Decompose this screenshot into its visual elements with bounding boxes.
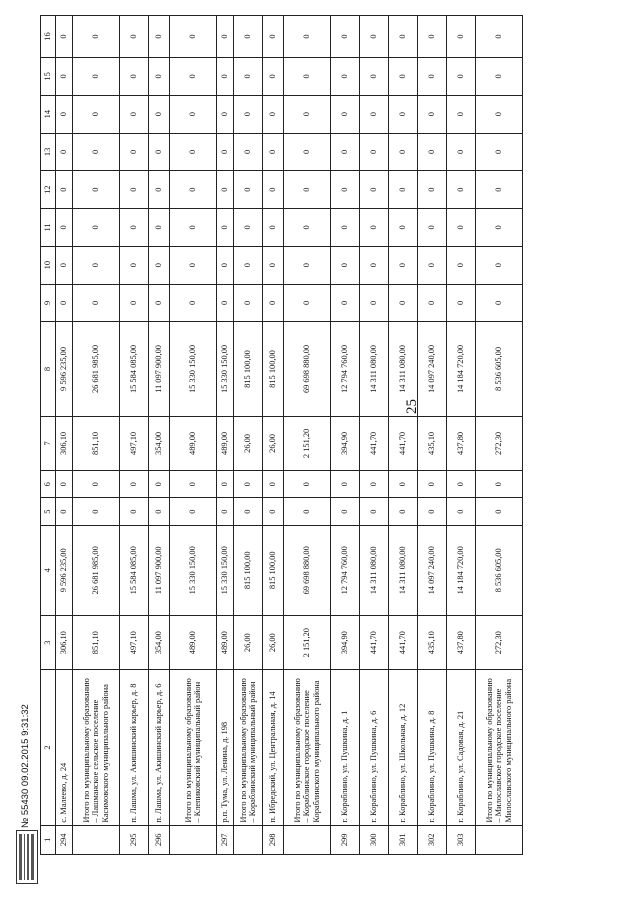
value-cell: 0: [149, 171, 170, 209]
value-cell: 0: [170, 246, 217, 284]
value-cell: 0: [447, 133, 476, 171]
value-cell: 0: [120, 58, 149, 96]
value-cell: 0: [360, 171, 389, 209]
value-cell: 0: [360, 209, 389, 247]
value-cell: 8 536 605,00: [476, 525, 523, 615]
value-cell: 354,00: [149, 615, 170, 670]
value-cell: 0: [284, 95, 331, 133]
value-cell: 851,10: [73, 416, 120, 471]
value-cell: 2 151,20: [284, 416, 331, 471]
value-cell: 0: [284, 498, 331, 525]
table-row: [149, 16, 170, 855]
value-cell: 0: [418, 95, 447, 133]
value-cell: 0: [56, 133, 73, 171]
value-cell: 815 100,00: [263, 322, 284, 416]
value-cell: 435,10: [418, 615, 447, 670]
value-cell: 0: [447, 284, 476, 322]
table-row: [73, 16, 120, 855]
value-cell: 15 330 150,00: [170, 525, 217, 615]
value-cell: 69 698 880,00: [284, 322, 331, 416]
row-number-cell: [73, 825, 120, 854]
value-cell: 0: [234, 171, 263, 209]
table-row: [418, 16, 447, 855]
row-number-cell: 295: [120, 825, 149, 854]
column-header: 8: [41, 322, 56, 416]
value-cell: 0: [263, 95, 284, 133]
table-row: [234, 16, 263, 855]
value-cell: 14 311 080,00: [389, 322, 418, 416]
value-cell: 441,70: [360, 615, 389, 670]
value-cell: 11 097 900,00: [149, 525, 170, 615]
row-number-cell: 296: [149, 825, 170, 854]
value-cell: 0: [263, 171, 284, 209]
value-cell: 0: [56, 246, 73, 284]
value-cell: 12 794 760,00: [331, 322, 360, 416]
value-cell: 815 100,00: [234, 525, 263, 615]
table-row: [56, 16, 73, 855]
value-cell: 0: [170, 16, 217, 58]
value-cell: 0: [73, 58, 120, 96]
value-cell: 0: [149, 471, 170, 498]
value-cell: 0: [284, 284, 331, 322]
value-cell: 0: [447, 471, 476, 498]
value-cell: 489,00: [217, 615, 234, 670]
value-cell: 0: [234, 58, 263, 96]
value-cell: 14 311 080,00: [360, 525, 389, 615]
value-cell: 0: [418, 16, 447, 58]
value-cell: 0: [263, 471, 284, 498]
value-cell: 0: [389, 284, 418, 322]
value-cell: 0: [56, 284, 73, 322]
address-cell: Итого по муниципальному образованию – Кораблинский муниципальный район: [234, 670, 263, 825]
value-cell: 0: [263, 133, 284, 171]
value-cell: 0: [234, 471, 263, 498]
value-cell: 0: [447, 498, 476, 525]
value-cell: 497,10: [120, 416, 149, 471]
value-cell: 0: [263, 209, 284, 247]
value-cell: 0: [331, 95, 360, 133]
row-number-cell: 302: [418, 825, 447, 854]
value-cell: 0: [418, 471, 447, 498]
value-cell: 0: [476, 471, 523, 498]
column-header: 5: [41, 498, 56, 525]
value-cell: 0: [73, 209, 120, 247]
address-cell: Итого по муниципальному образованию – Кораблинское городское поселение Кораблинского муниципального района: [284, 670, 331, 825]
value-cell: 0: [476, 284, 523, 322]
value-cell: 0: [360, 95, 389, 133]
value-cell: 0: [120, 471, 149, 498]
value-cell: 0: [389, 133, 418, 171]
table-row: [217, 16, 234, 855]
value-cell: 0: [73, 171, 120, 209]
table-row: [284, 16, 331, 855]
value-cell: 0: [476, 498, 523, 525]
value-cell: 0: [284, 133, 331, 171]
value-cell: 12 794 760,00: [331, 525, 360, 615]
row-number-cell: [476, 825, 523, 854]
value-cell: 0: [234, 246, 263, 284]
value-cell: 0: [284, 471, 331, 498]
table-row: [389, 16, 418, 855]
value-cell: 0: [263, 246, 284, 284]
value-cell: 15 330 150,00: [217, 322, 234, 416]
value-cell: 0: [331, 471, 360, 498]
address-cell: Итого по муниципальному образованию – Клепиковский муниципальный район: [170, 670, 217, 825]
row-number-cell: [170, 825, 217, 854]
value-cell: 11 097 900,00: [149, 322, 170, 416]
value-cell: 0: [120, 209, 149, 247]
value-cell: 0: [331, 246, 360, 284]
value-cell: 0: [284, 246, 331, 284]
value-cell: 9 596 235,00: [56, 525, 73, 615]
value-cell: 15 330 150,00: [170, 322, 217, 416]
value-cell: 0: [170, 95, 217, 133]
value-cell: 0: [331, 16, 360, 58]
value-cell: 0: [56, 171, 73, 209]
address-cell: г. Кораблино, ул. Пушкина, д. 6: [360, 670, 389, 825]
value-cell: 441,70: [389, 416, 418, 471]
value-cell: 0: [217, 498, 234, 525]
value-cell: 0: [234, 133, 263, 171]
value-cell: 0: [120, 16, 149, 58]
address-cell: г. Кораблино, ул. Садовая, д. 21: [447, 670, 476, 825]
value-cell: 0: [447, 209, 476, 247]
value-cell: 0: [149, 498, 170, 525]
value-cell: 0: [170, 498, 217, 525]
value-cell: 0: [263, 16, 284, 58]
table-row: [360, 16, 389, 855]
value-cell: 0: [331, 58, 360, 96]
value-cell: 26,00: [234, 615, 263, 670]
value-cell: 0: [418, 246, 447, 284]
value-cell: 0: [149, 133, 170, 171]
value-cell: 0: [234, 16, 263, 58]
value-cell: 0: [56, 58, 73, 96]
value-cell: 15 330 150,00: [217, 525, 234, 615]
value-cell: 0: [389, 209, 418, 247]
column-header: 3: [41, 615, 56, 670]
value-cell: 0: [418, 498, 447, 525]
barcode-stamp: [16, 830, 38, 884]
value-cell: 0: [149, 16, 170, 58]
value-cell: 0: [217, 246, 234, 284]
value-cell: 435,10: [418, 416, 447, 471]
column-header: 14: [41, 95, 56, 133]
value-cell: 0: [389, 471, 418, 498]
value-cell: 354,00: [149, 416, 170, 471]
value-cell: 0: [120, 498, 149, 525]
value-cell: 0: [476, 171, 523, 209]
value-cell: 0: [217, 58, 234, 96]
value-cell: 441,70: [389, 615, 418, 670]
value-cell: 394,90: [331, 615, 360, 670]
value-cell: 272,30: [476, 416, 523, 471]
value-cell: 0: [360, 284, 389, 322]
value-cell: 0: [170, 58, 217, 96]
value-cell: 0: [120, 95, 149, 133]
column-header: 11: [41, 209, 56, 247]
row-number-cell: 294: [56, 825, 73, 854]
column-header: 12: [41, 171, 56, 209]
page-number: 25: [404, 399, 420, 414]
value-cell: 0: [447, 246, 476, 284]
address-cell: Итого по муниципальному образованию – Лашманское сельское поселение Касимовского муниципального района: [73, 670, 120, 825]
value-cell: 437,80: [447, 615, 476, 670]
row-number-cell: 301: [389, 825, 418, 854]
value-cell: 489,00: [170, 416, 217, 471]
value-cell: 0: [170, 209, 217, 247]
table-row: [170, 16, 217, 855]
row-number-cell: [284, 825, 331, 854]
value-cell: 0: [447, 16, 476, 58]
value-cell: 489,00: [217, 416, 234, 471]
value-cell: 0: [476, 16, 523, 58]
value-cell: 0: [263, 498, 284, 525]
value-cell: 0: [234, 284, 263, 322]
address-cell: г. Кораблино, ул. Школьная, д. 12: [389, 670, 418, 825]
value-cell: 0: [476, 246, 523, 284]
table-row: [263, 16, 284, 855]
address-cell: п. Лашма, ул. Акишинский карьер, д. 8: [120, 670, 149, 825]
value-cell: 26 681 985,00: [73, 525, 120, 615]
value-cell: 0: [284, 16, 331, 58]
column-header: 15: [41, 58, 56, 96]
value-cell: 0: [284, 58, 331, 96]
value-cell: 0: [73, 471, 120, 498]
value-cell: 0: [360, 498, 389, 525]
value-cell: 0: [120, 133, 149, 171]
table-row: [331, 16, 360, 855]
value-cell: 0: [73, 95, 120, 133]
value-cell: 9 596 235,00: [56, 322, 73, 416]
value-cell: 815 100,00: [234, 322, 263, 416]
value-cell: 0: [360, 58, 389, 96]
value-cell: 14 311 080,00: [360, 322, 389, 416]
value-cell: 0: [234, 209, 263, 247]
value-cell: 0: [447, 58, 476, 96]
value-cell: 0: [418, 284, 447, 322]
table-body: [56, 16, 523, 855]
value-cell: 0: [331, 498, 360, 525]
value-cell: 0: [149, 95, 170, 133]
value-cell: 0: [170, 133, 217, 171]
value-cell: 0: [234, 95, 263, 133]
value-cell: 0: [56, 16, 73, 58]
table-row: [476, 16, 523, 855]
value-cell: 0: [476, 133, 523, 171]
rotated-page-content: [40, 15, 605, 855]
value-cell: 15 584 085,00: [120, 322, 149, 416]
address-cell: с. Малеево, д. 24: [56, 670, 73, 825]
column-header: 9: [41, 284, 56, 322]
value-cell: 0: [120, 171, 149, 209]
value-cell: 0: [149, 246, 170, 284]
value-cell: 0: [217, 95, 234, 133]
value-cell: 0: [360, 246, 389, 284]
value-cell: 0: [389, 58, 418, 96]
value-cell: 0: [389, 171, 418, 209]
value-cell: 489,00: [170, 615, 217, 670]
value-cell: 306,10: [56, 416, 73, 471]
column-header: 6: [41, 471, 56, 498]
value-cell: 14 184 720,00: [447, 322, 476, 416]
value-cell: 0: [263, 284, 284, 322]
value-cell: 0: [284, 209, 331, 247]
value-cell: 437,80: [447, 416, 476, 471]
value-cell: 0: [360, 16, 389, 58]
column-header: 13: [41, 133, 56, 171]
barcode-icon: [17, 831, 37, 883]
value-cell: 0: [389, 246, 418, 284]
value-cell: 26,00: [263, 615, 284, 670]
address-cell: п. Ибредский, ул. Центральная, д. 14: [263, 670, 284, 825]
value-cell: 0: [217, 171, 234, 209]
value-cell: 0: [331, 284, 360, 322]
value-cell: 0: [389, 95, 418, 133]
value-cell: 14 184 720,00: [447, 525, 476, 615]
value-cell: 0: [73, 284, 120, 322]
value-cell: 0: [360, 471, 389, 498]
value-cell: 0: [149, 209, 170, 247]
value-cell: 272,30: [476, 615, 523, 670]
value-cell: 0: [217, 471, 234, 498]
value-cell: 0: [331, 133, 360, 171]
value-cell: 0: [73, 133, 120, 171]
value-cell: 0: [73, 498, 120, 525]
address-cell: Итого по муниципальному образованию – Милославское городское поселение Милославского муниципального района: [476, 670, 523, 825]
value-cell: 69 698 880,00: [284, 525, 331, 615]
value-cell: 8 536 605,00: [476, 322, 523, 416]
address-cell: р.п. Тума, ул. Ленина, д. 198: [217, 670, 234, 825]
value-cell: 0: [120, 246, 149, 284]
column-number-row: [41, 16, 56, 855]
value-cell: 26,00: [234, 416, 263, 471]
value-cell: 0: [56, 95, 73, 133]
value-cell: 0: [170, 171, 217, 209]
value-cell: 0: [149, 284, 170, 322]
value-cell: 14 097 240,00: [418, 525, 447, 615]
value-cell: 0: [360, 133, 389, 171]
column-header: 4: [41, 525, 56, 615]
value-cell: 815 100,00: [263, 525, 284, 615]
column-header: 1: [41, 825, 56, 854]
column-header: 7: [41, 416, 56, 471]
value-cell: 2 151,20: [284, 615, 331, 670]
value-cell: 394,90: [331, 416, 360, 471]
column-header: 2: [41, 670, 56, 825]
value-cell: 0: [120, 284, 149, 322]
value-cell: 0: [447, 95, 476, 133]
row-number-cell: 303: [447, 825, 476, 854]
value-cell: 0: [217, 209, 234, 247]
value-cell: 26 681 985,00: [73, 322, 120, 416]
address-cell: п. Лашма, ул. Акишинский карьер, д. 6: [149, 670, 170, 825]
value-cell: 0: [476, 209, 523, 247]
value-cell: 14 311 080,00: [389, 525, 418, 615]
value-cell: 14 097 240,00: [418, 322, 447, 416]
value-cell: 0: [418, 209, 447, 247]
address-cell: г. Кораблино, ул. Пушкина, д. 1: [331, 670, 360, 825]
value-cell: 0: [418, 133, 447, 171]
value-cell: 0: [170, 284, 217, 322]
row-number-cell: 298: [263, 825, 284, 854]
value-cell: 26,00: [263, 416, 284, 471]
value-cell: 0: [447, 171, 476, 209]
value-cell: 0: [476, 58, 523, 96]
value-cell: 0: [234, 498, 263, 525]
row-number-cell: 300: [360, 825, 389, 854]
value-cell: 0: [170, 471, 217, 498]
column-header: 10: [41, 246, 56, 284]
table-row: [447, 16, 476, 855]
value-cell: 0: [56, 498, 73, 525]
address-cell: г. Кораблино, ул. Пушкина, д. 8: [418, 670, 447, 825]
value-cell: 15 584 085,00: [120, 525, 149, 615]
row-number-cell: 299: [331, 825, 360, 854]
value-cell: 0: [217, 284, 234, 322]
value-cell: 497,10: [120, 615, 149, 670]
value-cell: 0: [284, 171, 331, 209]
value-cell: 0: [331, 171, 360, 209]
value-cell: 0: [331, 209, 360, 247]
value-cell: 0: [389, 498, 418, 525]
value-cell: 0: [418, 171, 447, 209]
value-cell: 0: [73, 246, 120, 284]
value-cell: 0: [389, 16, 418, 58]
column-header: 16: [41, 16, 56, 58]
value-cell: 0: [73, 16, 120, 58]
value-cell: 0: [217, 16, 234, 58]
value-cell: 0: [56, 209, 73, 247]
value-cell: 0: [217, 133, 234, 171]
value-cell: 0: [149, 58, 170, 96]
value-cell: 441,70: [360, 416, 389, 471]
data-table: [40, 15, 523, 855]
value-cell: 0: [56, 471, 73, 498]
value-cell: 306,10: [56, 615, 73, 670]
table-row: [120, 16, 149, 855]
row-number-cell: 297: [217, 825, 234, 854]
value-cell: 0: [263, 58, 284, 96]
value-cell: 851,10: [73, 615, 120, 670]
registration-stamp-text: № 55430 09.02.2015 9:31:32: [20, 704, 31, 828]
value-cell: 0: [418, 58, 447, 96]
value-cell: 0: [476, 95, 523, 133]
row-number-cell: [234, 825, 263, 854]
